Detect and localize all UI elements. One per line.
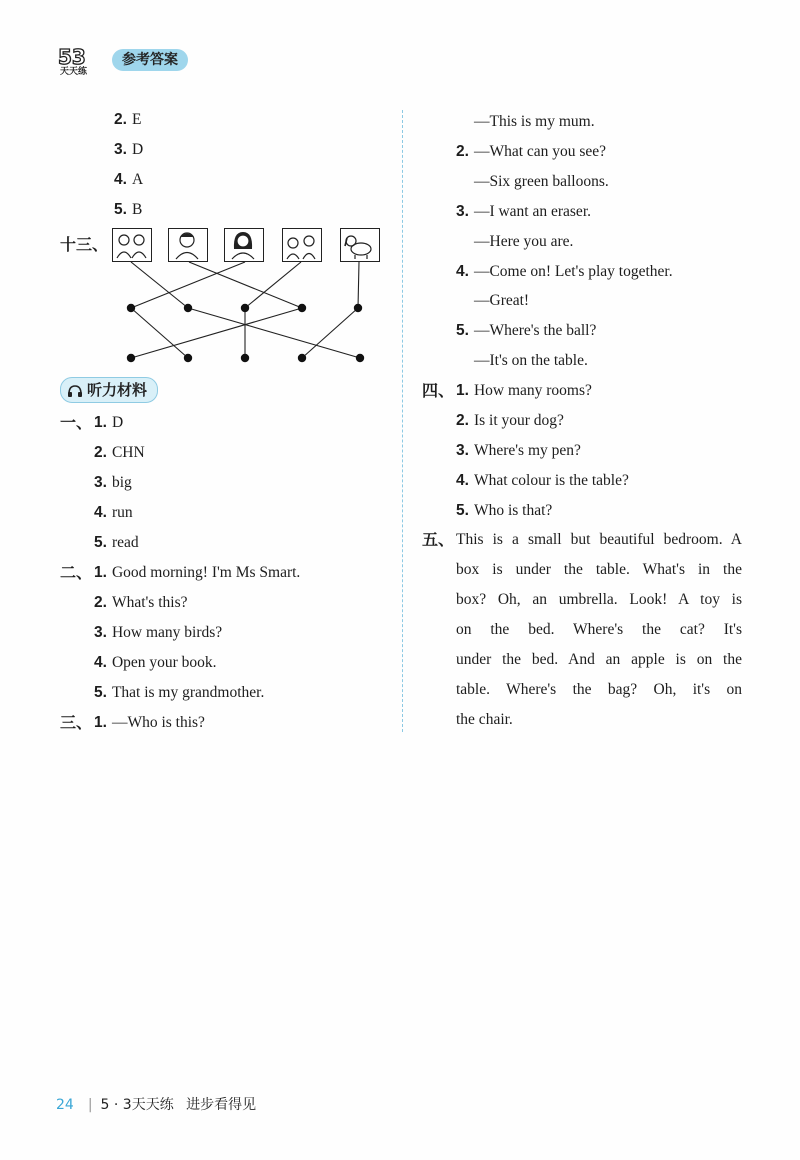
- answer-item: 2. Is it your dog?: [456, 412, 564, 429]
- picture-woman-icon: [224, 228, 264, 262]
- answer-item: 3. D: [114, 141, 144, 158]
- svg-text:天天练: 天天练: [60, 67, 88, 76]
- match-dot: [241, 304, 249, 312]
- answer-item: 2. What's this?: [94, 594, 188, 611]
- dialogue-line: —Six green balloons.: [474, 173, 609, 190]
- section-2-label: 二、: [60, 563, 93, 582]
- answer-item: 1. How many rooms?: [456, 382, 592, 399]
- picture-dog-icon: [340, 228, 380, 262]
- passage-line: box? Oh, an umbrella. Look! A toy is: [456, 591, 742, 608]
- passage-line: under the bed. And an apple is on the: [456, 651, 742, 668]
- match-dot: [298, 354, 306, 362]
- match-dot: [127, 304, 135, 312]
- footer-separator: |: [87, 1097, 93, 1113]
- answer-item: 1. —Who is this?: [94, 714, 205, 731]
- answer-item: 5. That is my grandmother.: [94, 684, 265, 701]
- dialogue-line: 3. —I want an eraser.: [456, 203, 591, 220]
- answer-item: 5. read: [94, 534, 139, 551]
- dialogue-line: 4. —Come on! Let's play together.: [456, 263, 673, 280]
- series-logo-icon: [56, 44, 108, 76]
- answer-item: 5. B: [114, 201, 143, 218]
- answer-item: 4. run: [94, 504, 133, 521]
- match-dot: [354, 304, 362, 312]
- answer-key-badge: 参考答案: [112, 49, 188, 71]
- section-13-label: 十三、: [60, 235, 109, 254]
- answer-item: 3. How many birds?: [94, 624, 223, 641]
- page-number: 24: [56, 1097, 74, 1113]
- series-name: 5 · 3天天练: [100, 1097, 174, 1113]
- match-dot: [298, 304, 306, 312]
- dialogue-line: —Here you are.: [474, 233, 574, 250]
- matching-lines: [110, 262, 380, 372]
- passage-line: the chair.: [456, 711, 513, 728]
- picture-family-icon: [112, 228, 152, 262]
- section-5-label: 五、: [422, 530, 455, 549]
- match-dot: [127, 354, 135, 362]
- answer-item: 4. Open your book.: [94, 654, 217, 671]
- headphones-icon: [67, 384, 83, 398]
- section-1-label: 一、: [60, 413, 93, 432]
- dialogue-line: —Great!: [474, 292, 530, 309]
- answer-item: 1. D: [94, 414, 124, 431]
- dialogue-line: 5. —Where's the ball?: [456, 322, 597, 339]
- page-footer: [56, 1094, 256, 1114]
- column-divider: [402, 110, 403, 732]
- dialogue-line: —It's on the table.: [474, 352, 588, 369]
- answer-item: 4. A: [114, 171, 144, 188]
- passage-line: on the bed. Where's the cat? It's: [456, 621, 742, 638]
- section-4-label: 四、: [422, 381, 455, 400]
- passage-paragraph: [456, 525, 742, 735]
- answer-item: 2. E: [114, 111, 142, 128]
- answer-item: 4. What colour is the table?: [456, 472, 629, 489]
- passage-line: table. Where's the bag? Oh, it's on: [456, 681, 742, 698]
- section-3-label: 三、: [60, 713, 93, 732]
- picture-children-icon: [282, 228, 322, 262]
- answer-item: 3. Where's my pen?: [456, 442, 581, 459]
- series-slogan: 进步看得见: [186, 1097, 257, 1113]
- answer-item: 3. big: [94, 474, 132, 491]
- svg-text:53: 53: [58, 45, 86, 69]
- picture-man-icon: [168, 228, 208, 262]
- listening-material-badge: [60, 377, 158, 403]
- answer-item: 1. Good morning! I'm Ms Smart.: [94, 564, 301, 581]
- match-dot: [184, 354, 192, 362]
- dialogue-line: —This is my mum.: [474, 113, 595, 130]
- match-dot: [241, 354, 249, 362]
- match-dot: [184, 304, 192, 312]
- dialogue-line: 2. —What can you see?: [456, 143, 607, 160]
- listening-title: 听力材料: [87, 381, 148, 399]
- passage-line: box is under the table. What's in the: [456, 561, 742, 578]
- answer-item: 2. CHN: [94, 444, 145, 461]
- match-dot: [356, 354, 364, 362]
- passage-line: This is a small but beautiful bedroom. A: [456, 531, 742, 548]
- answer-item: 5. Who is that?: [456, 502, 553, 519]
